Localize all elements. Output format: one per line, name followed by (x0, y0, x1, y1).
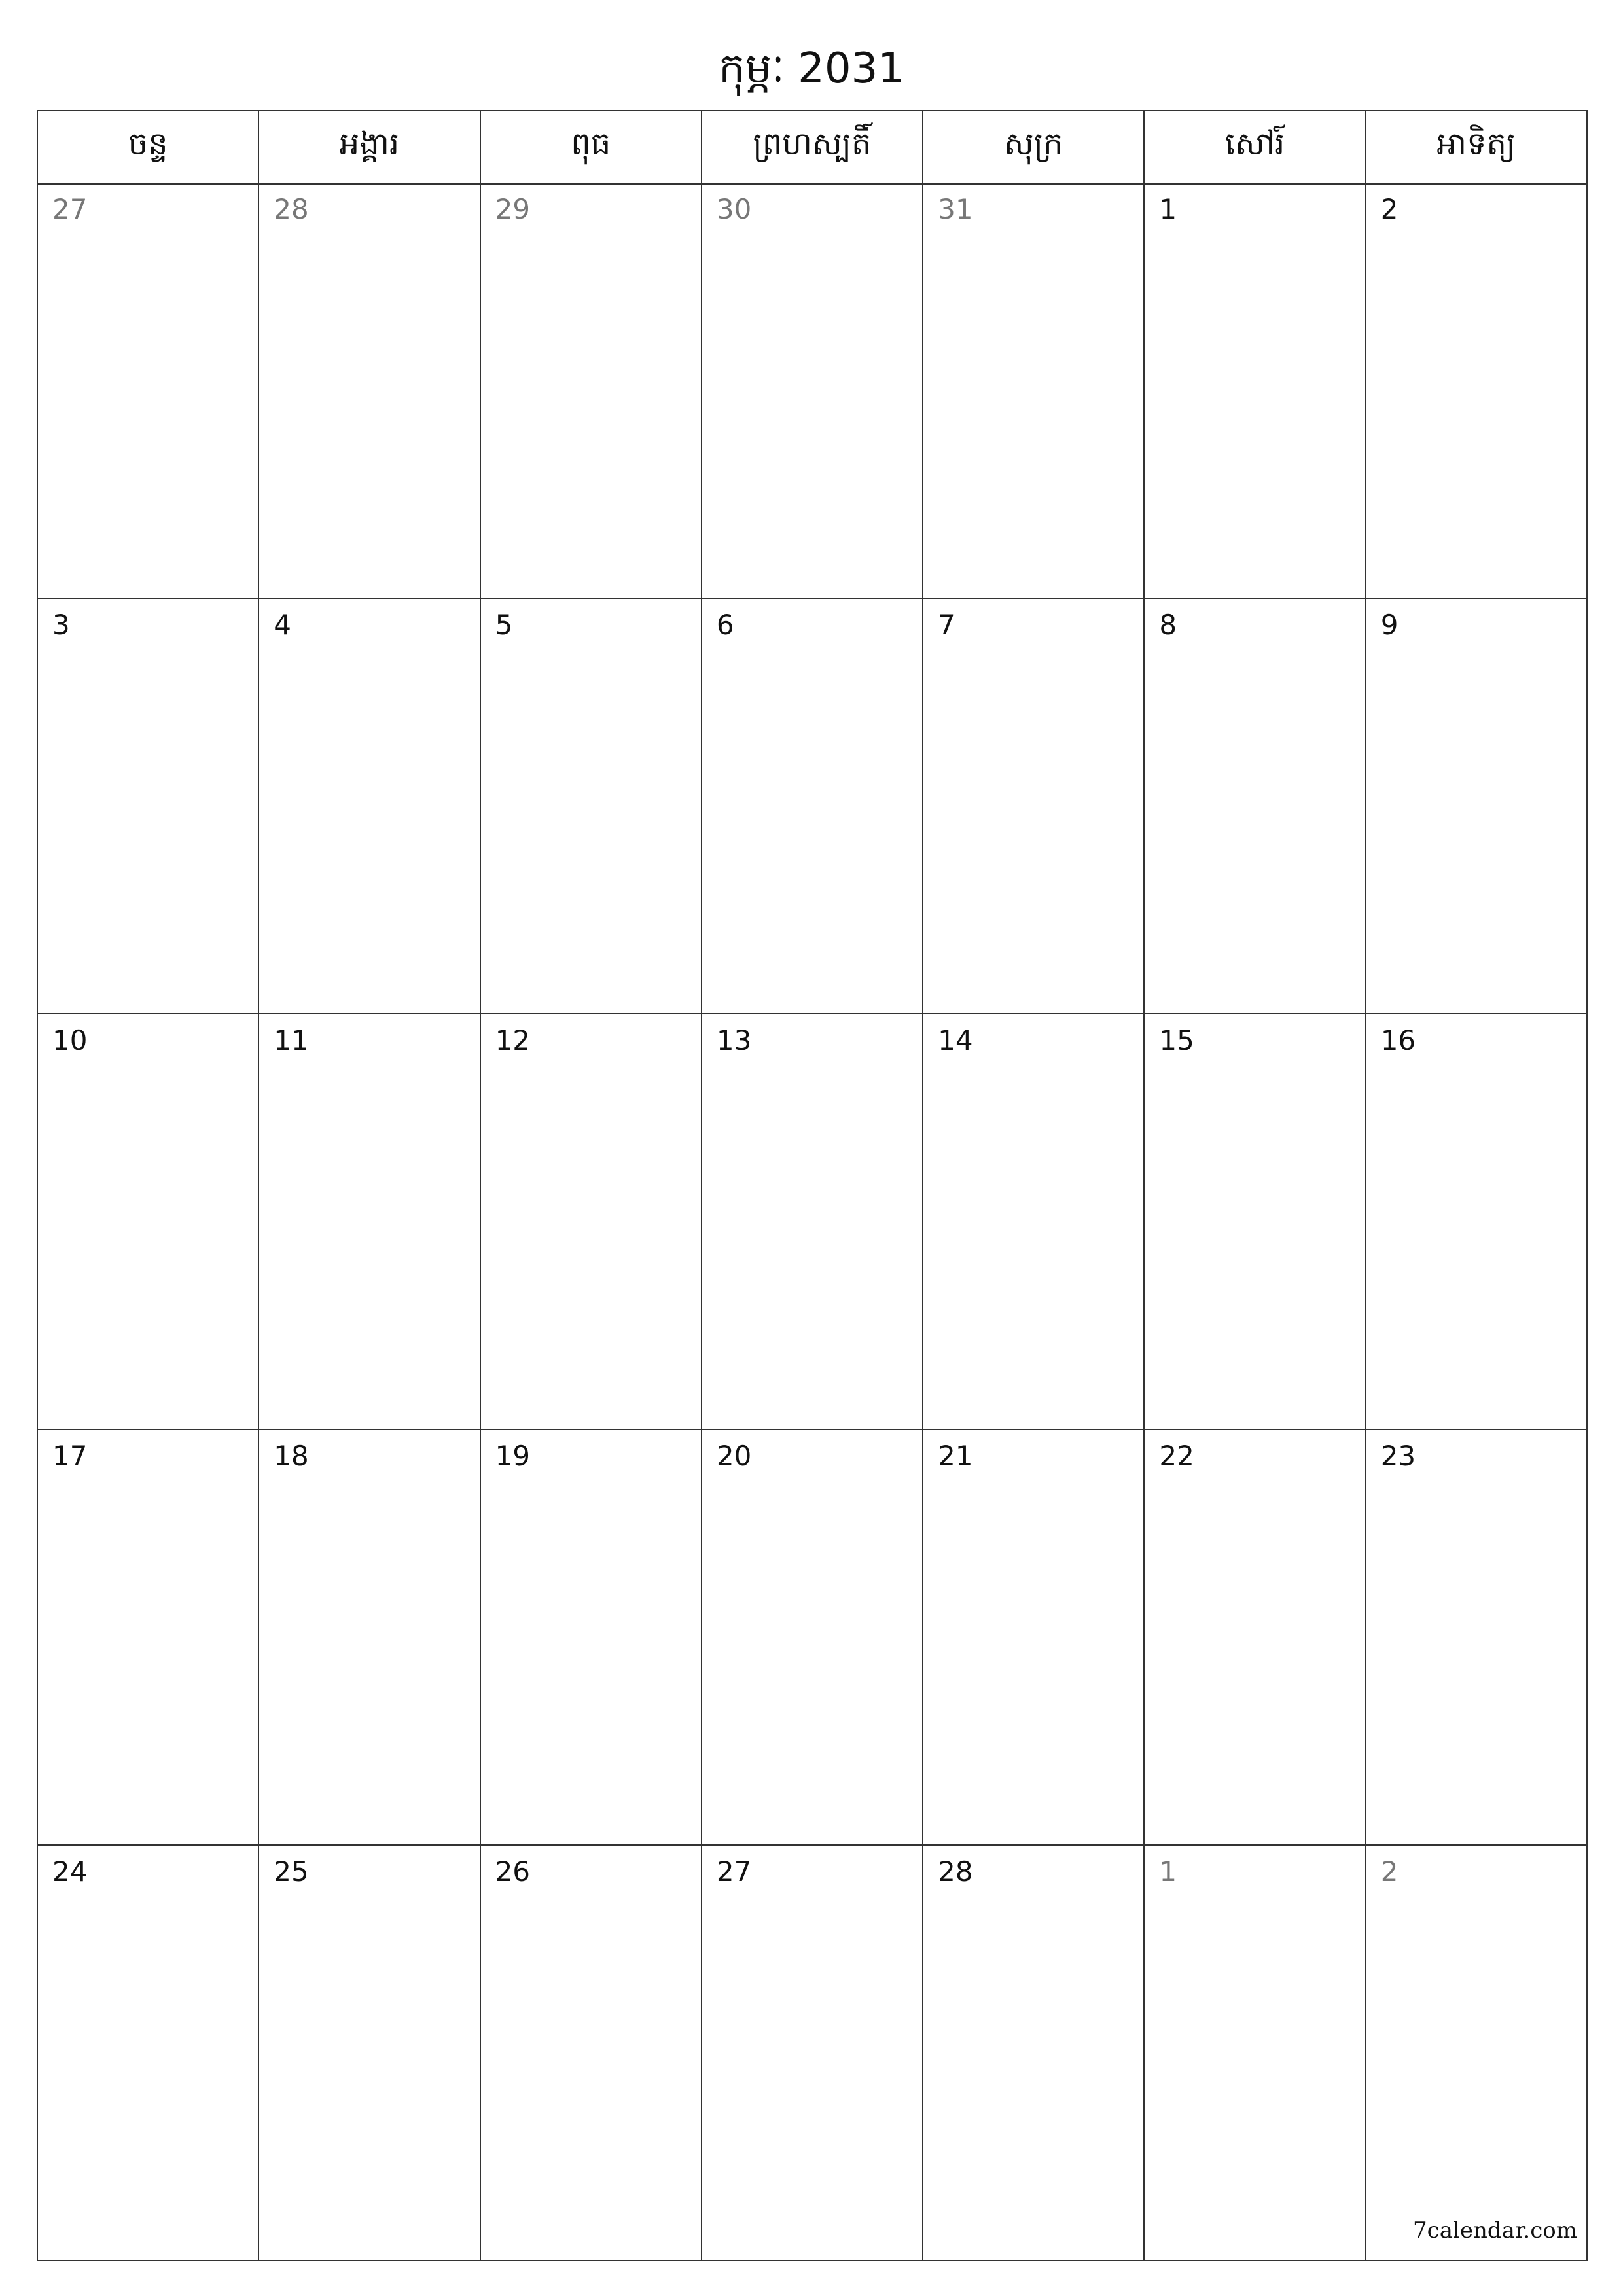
weekday-wednesday: ពុធ (481, 111, 702, 183)
weekday-friday: សុក្រ (923, 111, 1145, 183)
week-row (38, 599, 1586, 1014)
day-cell (923, 599, 1145, 1013)
calendar-grid (37, 110, 1588, 2261)
day-number: 12 (495, 1024, 531, 1056)
day-cell (259, 1846, 480, 2260)
day-number: 20 (716, 1440, 752, 1472)
day-cell (923, 1430, 1145, 1844)
day-cell (481, 1846, 702, 2260)
day-number: 26 (495, 1856, 531, 1888)
day-cell (702, 599, 923, 1013)
day-cell-outside-month (259, 183, 480, 598)
day-number: 25 (274, 1856, 309, 1888)
weeks-container (38, 183, 1586, 2260)
day-cell-outside-month (1366, 1846, 1586, 2260)
day-number: 2 (1380, 1856, 1399, 1888)
day-cell (1366, 1430, 1586, 1844)
day-number: 5 (495, 609, 513, 641)
day-number: 1 (1159, 1856, 1177, 1888)
day-number: 3 (52, 609, 70, 641)
day-number: 28 (938, 1856, 973, 1888)
day-number: 24 (52, 1856, 88, 1888)
day-cell (702, 1014, 923, 1429)
day-number: 21 (938, 1440, 973, 1472)
day-number: 16 (1380, 1024, 1416, 1056)
week-row (38, 1014, 1586, 1430)
weekday-tuesday: អង្គារ (259, 111, 480, 183)
day-cell (1145, 1430, 1366, 1844)
day-number: 10 (52, 1024, 88, 1056)
week-row (38, 1430, 1586, 1846)
day-cell (481, 599, 702, 1013)
weekday-header-row (38, 111, 1586, 185)
day-number: 13 (716, 1024, 752, 1056)
day-number: 8 (1159, 609, 1177, 641)
day-cell (702, 1846, 923, 2260)
day-number: 17 (52, 1440, 88, 1472)
day-number: 22 (1159, 1440, 1194, 1472)
day-cell (1366, 183, 1586, 598)
day-cell (1366, 1014, 1586, 1429)
day-cell (1145, 599, 1366, 1013)
day-number: 31 (938, 193, 973, 225)
day-number: 27 (716, 1856, 752, 1888)
day-cell (923, 1014, 1145, 1429)
day-cell-outside-month (702, 183, 923, 598)
day-cell-outside-month (923, 183, 1145, 598)
day-number: 19 (495, 1440, 531, 1472)
day-cell (1366, 599, 1586, 1013)
day-number: 4 (274, 609, 292, 641)
day-number: 1 (1159, 193, 1177, 225)
day-number: 6 (716, 609, 734, 641)
day-number: 7 (938, 609, 955, 641)
day-cell (38, 1430, 259, 1844)
day-cell (481, 1430, 702, 1844)
day-cell (38, 599, 259, 1013)
day-cell (923, 1846, 1145, 2260)
day-cell (1145, 1014, 1366, 1429)
week-row (38, 1846, 1586, 2260)
day-number: 28 (274, 193, 309, 225)
day-number: 18 (274, 1440, 309, 1472)
day-cell (259, 599, 480, 1013)
weekday-thursday: ព្រហស្បតិ៍ (702, 111, 923, 183)
weekday-saturday: សៅរ៍ (1145, 111, 1366, 183)
day-cell (702, 1430, 923, 1844)
day-cell (481, 1014, 702, 1429)
day-cell (259, 1014, 480, 1429)
day-cell-outside-month (38, 183, 259, 598)
day-number: 29 (495, 193, 531, 225)
day-cell (38, 1014, 259, 1429)
day-cell (38, 1846, 259, 2260)
weekday-sunday: អាទិត្យ (1436, 126, 1516, 162)
site-credit: 7calendar.com (1413, 2217, 1577, 2244)
day-cell-outside-month (1145, 1846, 1366, 2260)
day-cell (259, 1430, 480, 1844)
day-number: 27 (52, 193, 88, 225)
weekday-monday: ចន្ទ (38, 111, 259, 183)
day-cell-outside-month (481, 183, 702, 598)
day-number: 30 (716, 193, 752, 225)
day-number: 11 (274, 1024, 309, 1056)
day-cell (1145, 183, 1366, 598)
day-number: 14 (938, 1024, 973, 1056)
week-row (38, 183, 1586, 599)
calendar-title: កុម្ភៈ 2031 (719, 45, 904, 93)
day-number: 15 (1159, 1024, 1194, 1056)
day-number: 23 (1380, 1440, 1416, 1472)
day-number: 9 (1380, 609, 1399, 641)
day-number: 2 (1380, 193, 1399, 225)
